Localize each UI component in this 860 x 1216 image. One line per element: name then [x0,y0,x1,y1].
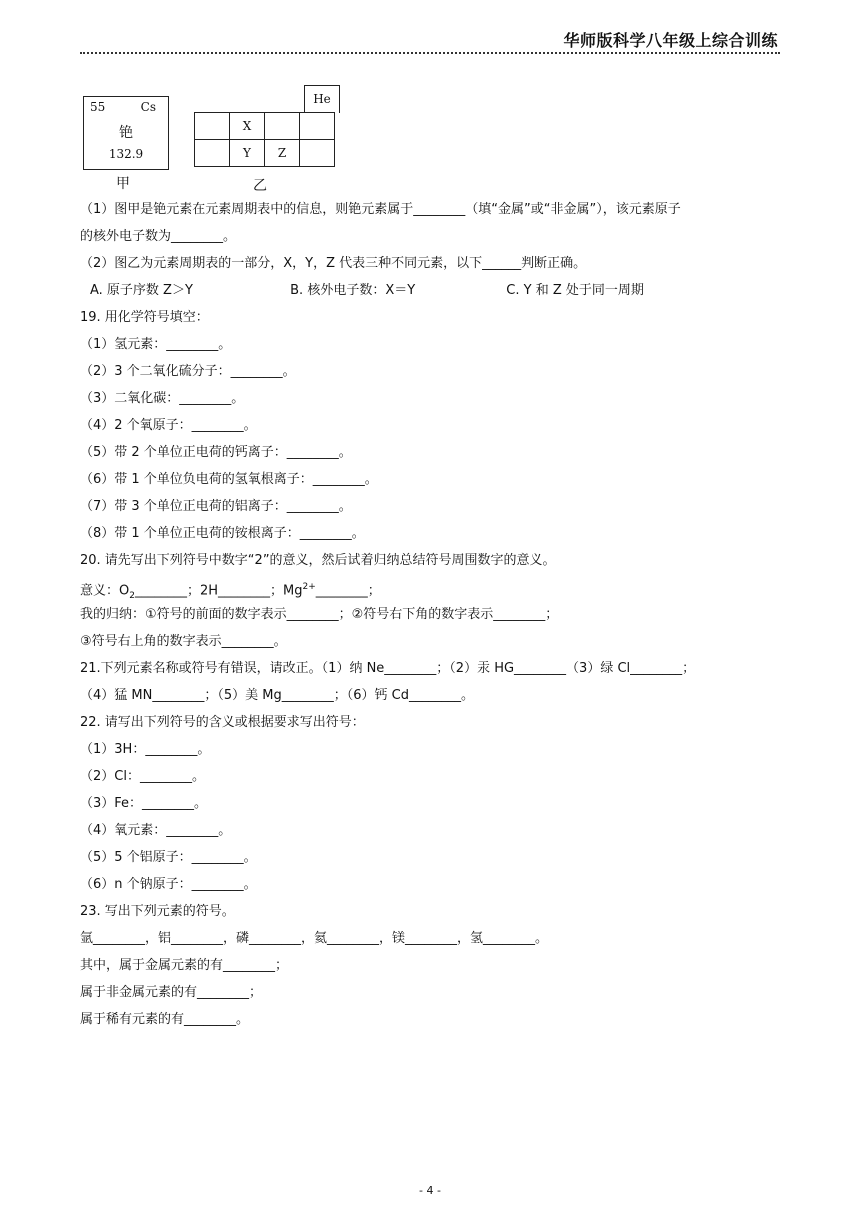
periodic-cell-x: X [230,113,265,140]
option-b: B. 核外电子数：X＝Y [290,283,416,298]
text-line: ③符号右上角的数字表示________。 [80,634,287,649]
figure-caption-yi: 乙 [253,178,267,194]
text-line: 20. 请先写出下列符号中数字“2”的意义，然后试着归纳总结符号周围数字的意义。 [80,553,556,568]
text-line: （4）氧元素：________。 [80,823,232,838]
text-line: （2）Cl：________。 [80,769,205,784]
periodic-cell-y: Y [230,140,265,167]
text-line: 的核外电子数为________。 [80,229,237,244]
periodic-cell-z: Z [265,140,300,167]
question-text [80,196,780,1033]
text-line: （3）二氧化碳：________。 [80,391,245,406]
periodic-cell [195,113,230,140]
text-line: （6）带 1 个单位负电荷的氢氧根离子：________。 [80,472,378,487]
text-line: 氩________，铝________，磷________，氦________，镁________，氢________。 [80,931,549,946]
periodic-table-fragment [194,112,335,167]
text-line: 我的归纳：①符号的前面的数字表示________；②符号右下角的数字表示________； [80,607,559,622]
text-line: （4）2 个氧原子：________。 [80,418,257,433]
text-line: （1）图甲是铯元素在元素周期表中的信息，则铯元素属于________（填“金属”或“非金属”），该元素原子 [80,202,681,217]
page-number: - 4 - [419,1184,441,1197]
text-line: （4）猛 MN________；（5）美 Mg________；（6）钙 Cd________。 [80,688,474,703]
text-line: （7）带 3 个单位正电荷的铝离子：________。 [80,499,352,514]
page-header-title: 华师版科学八年级上综合训练 [563,31,778,50]
text-line: （1）3H：________。 [80,742,211,757]
text-line: 属于稀有元素的有________。 [80,1012,250,1027]
atomic-number: 55 [90,100,106,114]
text-line: 22. 请写出下列符号的含义或根据要求写出符号： [80,715,365,730]
option-a: A. 原子序数 Z＞Y [90,283,193,298]
option-c: C. Y 和 Z 处于同一周期 [506,283,644,298]
text-line: （6）n 个钠原子：________。 [80,877,257,892]
text-line: （2）3 个二氧化硫分子：________。 [80,364,296,379]
periodic-cell-he: He [304,85,340,113]
text-line: （3）Fe：________。 [80,796,208,811]
header-divider [80,52,780,54]
choice-options [80,277,780,304]
element-card-cesium [83,96,169,170]
text-line: 其中，属于金属元素的有________； [80,958,289,973]
periodic-cell [265,113,300,140]
periodic-cell [300,140,335,167]
element-symbol: Cs [140,100,156,114]
periodic-cell [195,140,230,167]
text-line: （5）带 2 个单位正电荷的钙离子：________。 [80,445,352,460]
periodic-cell [300,113,335,140]
q20-meaning-line: 意义：$O_2\_\_\_\_\_\_\_\_$；2H________；$Mg^{2+}\_\_\_\_\_\_\_\_$； [80,582,381,601]
text-line: （5）5 个铝原子：________。 [80,850,257,865]
text-line: （8）带 1 个单位正电荷的铵根离子：________。 [80,526,365,541]
text-line: 21.下列元素名称或符号有错误，请改正。（1）纳 Ne________；（2）汞 HG________（3）绿 Cl________； [80,661,696,676]
atomic-mass: 132.9 [108,147,144,161]
figure-caption-jia: 甲 [116,176,130,192]
text-line: 属于非金属元素的有________； [80,985,263,1000]
text-line: （1）氢元素：________。 [80,337,232,352]
text-line: 19. 用化学符号填空： [80,310,209,325]
text-line: 23. 写出下列元素的符号。 [80,904,235,919]
text-line: （2）图乙为元素周期表的一部分，X，Y，Z 代表三种不同元素，以下______判断正确。 [80,256,587,271]
element-name: 铯 [119,125,133,141]
